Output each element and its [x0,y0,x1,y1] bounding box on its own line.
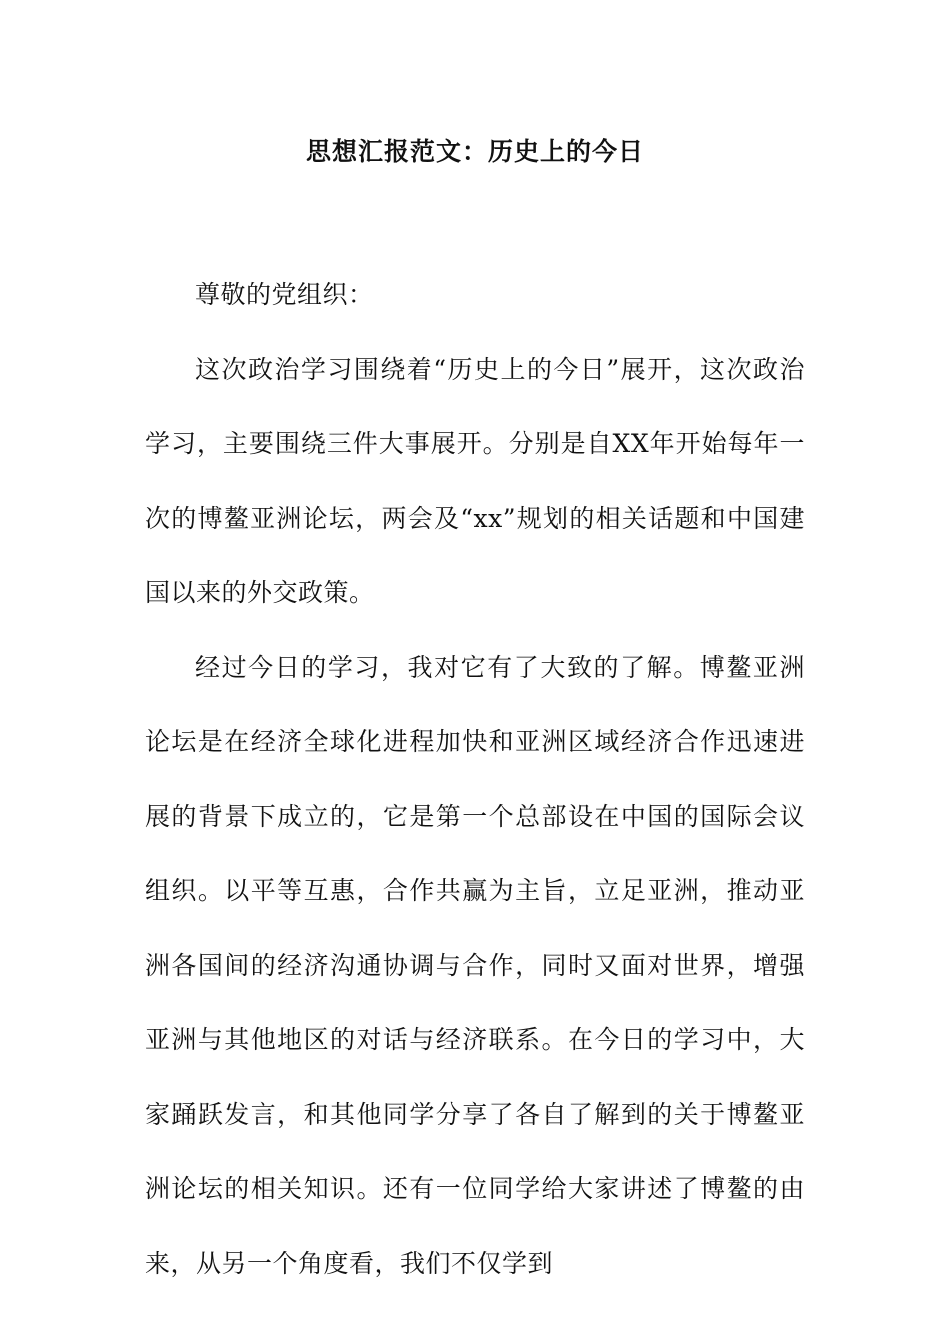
paragraph: 这次政治学习围绕着“历史上的今日”展开，这次政治学习，主要围绕三件大事展开。分别是自XX年开始每年一次的博鳌亚洲论坛，两会及“xx”规划的相关话题和中国建国以来的外交政策。 [145,354,805,607]
document-title: 思想汇报范文：历史上的今日 [305,137,644,166]
salutation: 尊敬的党组织： [195,280,374,309]
document-body [145,258,805,1301]
paragraph: 经过今日的学习，我对它有了大致的了解。博鳌亚洲论坛是在经济全球化进程加快和亚洲区域经济合作迅速进展的背景下成立的，它是第一个总部设在中国的国际会议组织。以平等互惠，合作共赢为主旨，立足亚洲，推动亚洲各国间的经济沟通协调与合作，同时又面对世界，增强亚洲与其他地区的对话与经济联系。在今日的学习中，大家踊跃发言，和其他同学分享了各自了解到的关于博鳌亚洲论坛的相关知识。还有一位同学给大家讲述了博鳌的由来，从另一个角度看，我们不仅学到 [145,652,805,1278]
